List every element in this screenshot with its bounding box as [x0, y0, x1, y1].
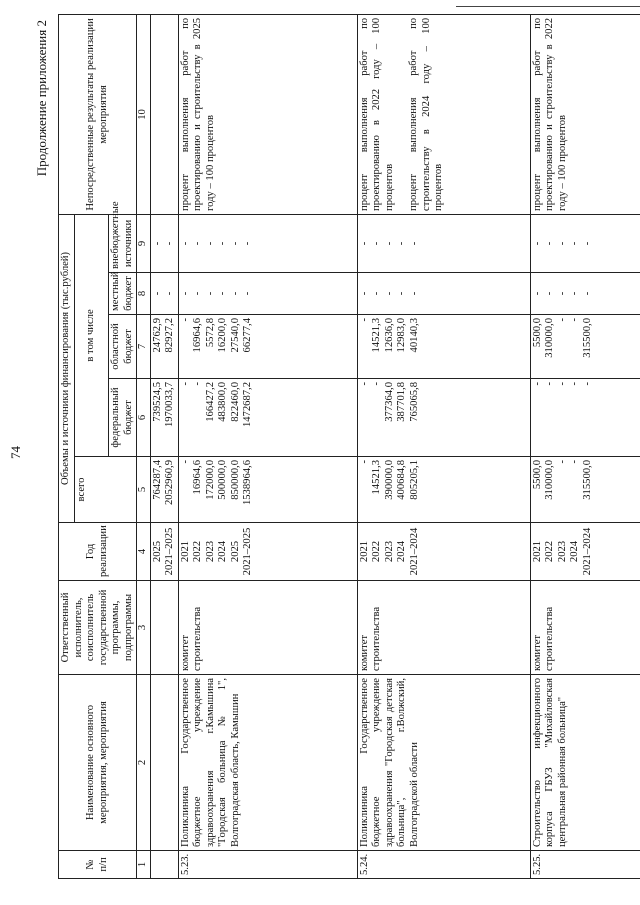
table-row: [178, 14, 357, 878]
extra-value: -: [358, 241, 370, 246]
regional-value: 14521,3: [371, 318, 382, 353]
header-year: Год реализации: [59, 523, 137, 581]
column-number: 1: [137, 851, 151, 879]
header-results: Непосредственные результаты реализации мероприятия: [59, 14, 137, 214]
header-executor: Ответственный исполнитель, соисполнитель государственной программы, подпрограммы: [59, 581, 137, 675]
extra-value: -: [164, 241, 175, 246]
total-value: 5500,0: [531, 460, 543, 490]
header-including: в том числе: [74, 214, 109, 456]
federal-value: -: [179, 382, 191, 386]
year-value: 2024: [569, 540, 580, 563]
regional-value: 16964,6: [192, 318, 203, 353]
local-cell: [530, 273, 640, 315]
result-cell: процент выполнения работ по проектированию и строительству в 2025 году – 100 процентов: [178, 14, 357, 214]
total-value: 400684,8: [396, 460, 407, 500]
year-value: 2025: [229, 540, 241, 563]
regional-cell: [530, 315, 640, 379]
total-value: 16964,6: [192, 460, 203, 495]
item-number: 5.23.: [178, 851, 357, 879]
federal-value: 387701,8: [396, 382, 407, 422]
header-federal: федеральный бюджет: [109, 379, 137, 457]
extra-value: -: [408, 241, 420, 246]
regional-value: 12983,0: [396, 318, 407, 353]
page-number: 74: [8, 446, 23, 459]
year-value: 2021–2024: [408, 527, 420, 576]
local-value: -: [164, 291, 175, 296]
total-value: -: [179, 460, 191, 464]
result-text: процент выполнения работ по строительству в 2024 году – 100 процентов: [408, 17, 444, 211]
extra-cell: [530, 214, 640, 272]
column-number: 10: [137, 14, 151, 214]
total-value: 805205,1: [408, 460, 420, 500]
header-funding: Объемы и источники финансирования (тыс.рублей): [59, 214, 75, 522]
header-regional: областной бюджет: [109, 315, 137, 379]
federal-value: 822460,0: [229, 382, 241, 422]
total-value: -: [556, 460, 568, 464]
local-value: -: [242, 291, 253, 296]
item-name: Строительство инфекционного корпуса ГБУЗ "Михайловская центральная районная больница": [530, 675, 640, 851]
local-value: -: [179, 291, 191, 296]
year-value: 2025: [151, 540, 163, 563]
local-cell: [357, 273, 530, 315]
table-row: [530, 14, 640, 878]
column-number: 7: [137, 315, 151, 379]
extra-cell: [150, 214, 178, 272]
result-gap: [396, 18, 408, 211]
local-value: -: [408, 291, 420, 296]
year-value: 2022: [544, 540, 555, 563]
extra-value: -: [151, 241, 163, 246]
total-value: 764287,4: [151, 460, 163, 500]
regional-value: 315500,0: [581, 318, 593, 358]
year-value: 2023: [383, 540, 395, 563]
regional-value: 310000,0: [544, 318, 555, 358]
year-value: 2023: [556, 540, 568, 563]
header-num: № п/п: [59, 851, 137, 879]
regional-value: 24762,9: [151, 318, 163, 353]
year-value: 2021: [531, 540, 543, 563]
regional-value: -: [569, 318, 580, 322]
local-value: -: [371, 291, 382, 296]
federal-cell: [530, 379, 640, 457]
total-value: 310000,0: [544, 460, 555, 500]
total-cell: [178, 457, 357, 523]
item-executor: [150, 581, 178, 675]
header-total: всего: [74, 457, 137, 523]
regional-value: 66277,4: [242, 318, 253, 353]
federal-value: -: [358, 382, 370, 386]
regional-value: 16200,0: [217, 318, 228, 353]
total-value: -: [569, 460, 580, 464]
header-local: местный бюджет: [109, 273, 137, 315]
result-text: процент выполнения работ по проектированию в 2022 году – 100 процентов: [358, 17, 395, 211]
local-value: -: [358, 291, 370, 296]
federal-value: -: [192, 382, 203, 386]
federal-value: 1472687,2: [242, 382, 253, 428]
federal-value: 166427,2: [204, 382, 216, 422]
local-value: -: [556, 291, 568, 296]
regional-value: 5500,0: [531, 318, 543, 348]
total-value: 2052960,9: [164, 460, 175, 506]
local-cell: [150, 273, 178, 315]
year-value: 2021–2025: [164, 527, 175, 576]
extra-value: -: [396, 241, 407, 246]
total-value: 850000,0: [229, 460, 241, 500]
year-cell: [150, 523, 178, 581]
regional-value: -: [179, 318, 191, 322]
total-value: 14521,3: [371, 460, 382, 495]
column-number: 3: [137, 581, 151, 675]
column-number: 8: [137, 273, 151, 315]
extra-value: -: [371, 241, 382, 246]
item-name: Поликлиника Государственное бюджетное учреждение здравоохранения "Городская детская больница", г.Волжский, Волгоградской области: [357, 675, 530, 851]
total-cell: [150, 457, 178, 523]
funding-table: [58, 14, 640, 879]
year-value: 2021–2024: [581, 527, 593, 576]
year-value: 2023: [204, 540, 216, 563]
extra-value: -: [192, 241, 203, 246]
column-number: 6: [137, 379, 151, 457]
local-value: -: [544, 291, 555, 296]
federal-cell: [357, 379, 530, 457]
column-number-row: [137, 14, 151, 878]
header-name: Наименование основного мероприятия, мероприятия: [59, 675, 137, 851]
federal-value: 739524,5: [151, 382, 163, 422]
total-value: 172000,0: [204, 460, 216, 500]
federal-cell: [150, 379, 178, 457]
extra-value: -: [242, 241, 253, 246]
extra-value: -: [383, 241, 395, 246]
extra-value: -: [204, 241, 216, 246]
federal-value: -: [371, 382, 382, 386]
column-number: 5: [137, 457, 151, 523]
extra-value: -: [229, 241, 241, 246]
local-value: -: [581, 291, 593, 296]
item-number: 5.24.: [357, 851, 530, 879]
extra-cell: [178, 214, 357, 272]
local-value: -: [569, 291, 580, 296]
item-name: [150, 675, 178, 851]
local-value: -: [396, 291, 407, 296]
year-value: 2024: [217, 540, 228, 563]
total-value: 500000,0: [217, 460, 228, 500]
federal-value: 377364,0: [383, 382, 395, 422]
local-value: -: [217, 291, 228, 296]
result-cell: [357, 14, 530, 214]
item-number: 5.25.: [530, 851, 640, 879]
regional-cell: [150, 315, 178, 379]
extra-value: -: [217, 241, 228, 246]
federal-value: 483800,0: [217, 382, 228, 422]
regional-value: 27540,0: [229, 318, 241, 353]
item-executor: комитет строительства: [357, 581, 530, 675]
year-cell: [178, 523, 357, 581]
local-value: -: [531, 291, 543, 296]
regional-value: 5572,8: [204, 318, 216, 348]
item-executor: комитет строительства: [178, 581, 357, 675]
year-value: 2022: [192, 540, 203, 563]
result-cell: процент выполнения работ по проектированию и строительству в 2022 году – 100 процентов: [530, 14, 640, 214]
local-value: -: [383, 291, 395, 296]
column-number: 4: [137, 523, 151, 581]
local-value: -: [229, 291, 241, 296]
item-number: [150, 851, 178, 879]
federal-value: -: [531, 382, 543, 386]
item-executor: комитет строительства: [530, 581, 640, 675]
extra-value: -: [544, 241, 555, 246]
local-cell: [178, 273, 357, 315]
appendix-continuation: Продолжение приложения 2: [34, 20, 49, 177]
total-cell: [357, 457, 530, 523]
extra-cell: [357, 214, 530, 272]
local-value: -: [192, 291, 203, 296]
extra-value: -: [581, 241, 593, 246]
year-value: 2022: [371, 540, 382, 563]
year-value: 2021–2025: [242, 527, 253, 576]
column-number: 9: [137, 214, 151, 272]
item-name: Поликлиника Государственное бюджетное учреждение здравоохранения г.Камышина "Городская больница № 1", Волгоградская область, Камышин: [178, 675, 357, 851]
federal-value: 1970033,7: [164, 382, 175, 428]
column-number: 2: [137, 675, 151, 851]
federal-value: 765065,8: [408, 382, 420, 422]
total-value: 1538964,6: [242, 460, 253, 506]
regional-cell: [357, 315, 530, 379]
extra-value: -: [556, 241, 568, 246]
table-row: [357, 14, 530, 878]
regional-value: 40140,3: [408, 318, 420, 353]
extra-value: -: [179, 241, 191, 246]
total-value: 315500,0: [581, 460, 593, 500]
year-cell: [357, 523, 530, 581]
regional-cell: [178, 315, 357, 379]
extra-value: -: [531, 241, 543, 246]
local-value: -: [204, 291, 216, 296]
regional-value: -: [358, 318, 370, 322]
total-cell: [530, 457, 640, 523]
total-value: -: [358, 460, 370, 464]
federal-value: -: [581, 382, 593, 386]
local-value: -: [151, 291, 163, 296]
extra-value: -: [569, 241, 580, 246]
federal-value: -: [556, 382, 568, 386]
regional-value: 82927,2: [164, 318, 175, 353]
regional-value: 12636,0: [383, 318, 395, 353]
federal-cell: [178, 379, 357, 457]
federal-value: -: [544, 382, 555, 386]
year-cell: [530, 523, 640, 581]
table-row: [150, 14, 178, 878]
total-value: 390000,0: [383, 460, 395, 500]
federal-value: -: [569, 382, 580, 386]
result-cell: [150, 14, 178, 214]
year-value: 2021: [358, 540, 370, 563]
year-value: 2024: [396, 540, 407, 563]
year-value: 2021: [179, 540, 191, 563]
header-extra: внебюджетные источники: [109, 214, 137, 272]
regional-value: -: [556, 318, 568, 322]
